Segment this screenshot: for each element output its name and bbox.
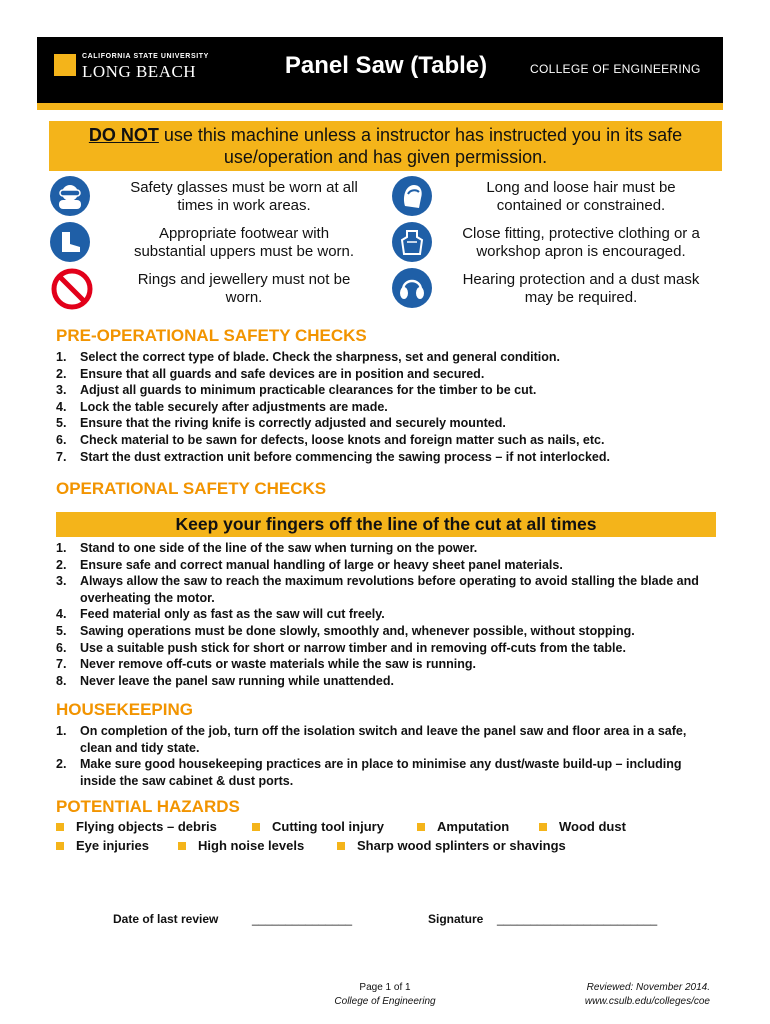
- bullet-square-icon: [178, 842, 186, 850]
- hazards-heading: POTENTIAL HAZARDS: [56, 797, 240, 816]
- no-jewellery-icon: [50, 267, 94, 311]
- warning-line1: use this machine unless a instructor has instructed you in its safe: [158, 125, 683, 145]
- hazard-item: Wood dust: [539, 819, 626, 834]
- warning-emphasis: DO NOT: [88, 125, 159, 145]
- list-item: 2. Ensure that all guards and safe devices are in position and secured.: [56, 366, 485, 381]
- housekeeping-list: [56, 723, 716, 789]
- header-gold-stripe: [37, 103, 723, 110]
- list-item: 4. Lock the table securely after adjustments are made.: [56, 399, 388, 414]
- list-item: 4. Feed material only as fast as the saw will cut freely.: [56, 607, 385, 622]
- hazard-item: Cutting tool injury: [252, 819, 384, 834]
- housekeeping-heading: HOUSEKEEPING: [56, 700, 193, 719]
- pre-operational-list: [56, 349, 716, 465]
- list-item: 1. Select the correct type of blade. Check the sharpness, set and general condition.: [56, 350, 560, 364]
- ppe-glasses-text: Safety glasses must be worn at all times in work areas.: [130, 179, 358, 214]
- ppe-clothing-text: Close fitting, protective clothing or a workshop apron is encouraged.: [462, 225, 700, 260]
- list-item: 1. Stand to one side of the line of the saw when turning on the power.: [56, 541, 478, 555]
- hair-restraint-icon: [392, 176, 432, 216]
- operational-list: [56, 540, 716, 689]
- list-item: 5. Sawing operations must be done slowly, smoothly and, whenever possible, without stopping.: [56, 623, 635, 638]
- signature-label: Signature: [428, 912, 484, 926]
- bullet-square-icon: [56, 842, 64, 850]
- logo-text-line2: LONG BEACH: [82, 62, 197, 81]
- list-item: 2. Make sure good housekeeping practices are in place to minimise any dust/waste build-up – including inside the saw cabinet & dust ports.: [56, 757, 682, 788]
- safety-boot-icon: [50, 222, 90, 262]
- list-item: 7. Start the dust extraction unit before commencing the sawing process – if not interlocked.: [56, 449, 610, 464]
- list-item: 1. On completion of the job, turn off the isolation switch and leave the panel saw and floor area in a safe, clean and tidy state.: [56, 724, 687, 755]
- bullet-square-icon: [539, 823, 547, 831]
- list-item: 5. Ensure that the riving knife is correctly adjusted and securely mounted.: [56, 416, 506, 431]
- hazard-item: Eye injuries: [56, 838, 149, 853]
- bullet-square-icon: [417, 823, 425, 831]
- hazard-item: Amputation: [417, 819, 509, 834]
- university-logo-icon: [54, 54, 76, 76]
- apron-icon: [392, 222, 432, 262]
- ppe-hair-text: Long and loose hair must be contained or constrained.: [486, 179, 676, 214]
- pre-operational-heading: PRE-OPERATIONAL SAFETY CHECKS: [56, 326, 367, 345]
- bullet-square-icon: [252, 823, 260, 831]
- page-title: Panel Saw (Table): [284, 52, 488, 79]
- signature-blank: ________________________: [497, 912, 658, 926]
- bullet-square-icon: [56, 823, 64, 831]
- list-item: 6. Use a suitable push stick for short or narrow timber and in removing off-cuts from the table.: [56, 640, 626, 655]
- list-item: 2. Ensure safe and correct manual handling of large or heavy sheet panel materials.: [56, 557, 563, 572]
- hazard-item: Sharp wood splinters or shavings: [337, 838, 566, 853]
- warning-line2: use/operation and has given permission.: [223, 147, 548, 167]
- list-item: 7. Never remove off-cuts or waste materials while the saw is running.: [56, 657, 476, 672]
- bullet-square-icon: [337, 842, 345, 850]
- list-item: 3. Adjust all guards to minimum practicable clearances for the timber to be cut.: [56, 383, 537, 398]
- hazard-item: High noise levels: [178, 838, 304, 853]
- review-date-blank: _______________: [252, 912, 353, 926]
- warning-banner: [49, 121, 722, 171]
- footer-url: www.csulb.edu/colleges/coe: [584, 996, 710, 1007]
- list-item: 3. Always allow the saw to reach the maximum revolutions before operating to avoid stalling the blade and overheating the motor.: [56, 574, 699, 605]
- ppe-hearing-text: Hearing protection and a dust mask may be required.: [462, 271, 700, 306]
- reviewed-date: Reviewed: November 2014.: [586, 982, 710, 993]
- page-number: Page 1 of 1: [359, 982, 411, 993]
- operational-heading: OPERATIONAL SAFETY CHECKS: [56, 479, 327, 498]
- safety-glasses-icon: [50, 176, 90, 216]
- hazard-item: Flying objects – debris: [56, 819, 217, 834]
- college-name: COLLEGE OF ENGINEERING: [530, 62, 701, 76]
- ppe-jewellery-text: Rings and jewellery must not be worn.: [137, 271, 351, 306]
- ppe-footwear-text: Appropriate footwear with substantial uppers must be worn.: [133, 225, 355, 260]
- logo-text-line1: CALIFORNIA STATE UNIVERSITY: [82, 53, 209, 60]
- ear-protection-icon: [392, 268, 432, 308]
- review-date-label: Date of last review: [113, 912, 219, 926]
- keep-fingers-banner: Keep your fingers off the line of the cut at all times: [56, 512, 716, 537]
- list-item: 8. Never leave the panel saw running while unattended.: [56, 673, 394, 688]
- footer-college: College of Engineering: [334, 996, 436, 1007]
- list-item: 6. Check material to be sawn for defects, loose knots and foreign matter such as nails, etc.: [56, 432, 605, 447]
